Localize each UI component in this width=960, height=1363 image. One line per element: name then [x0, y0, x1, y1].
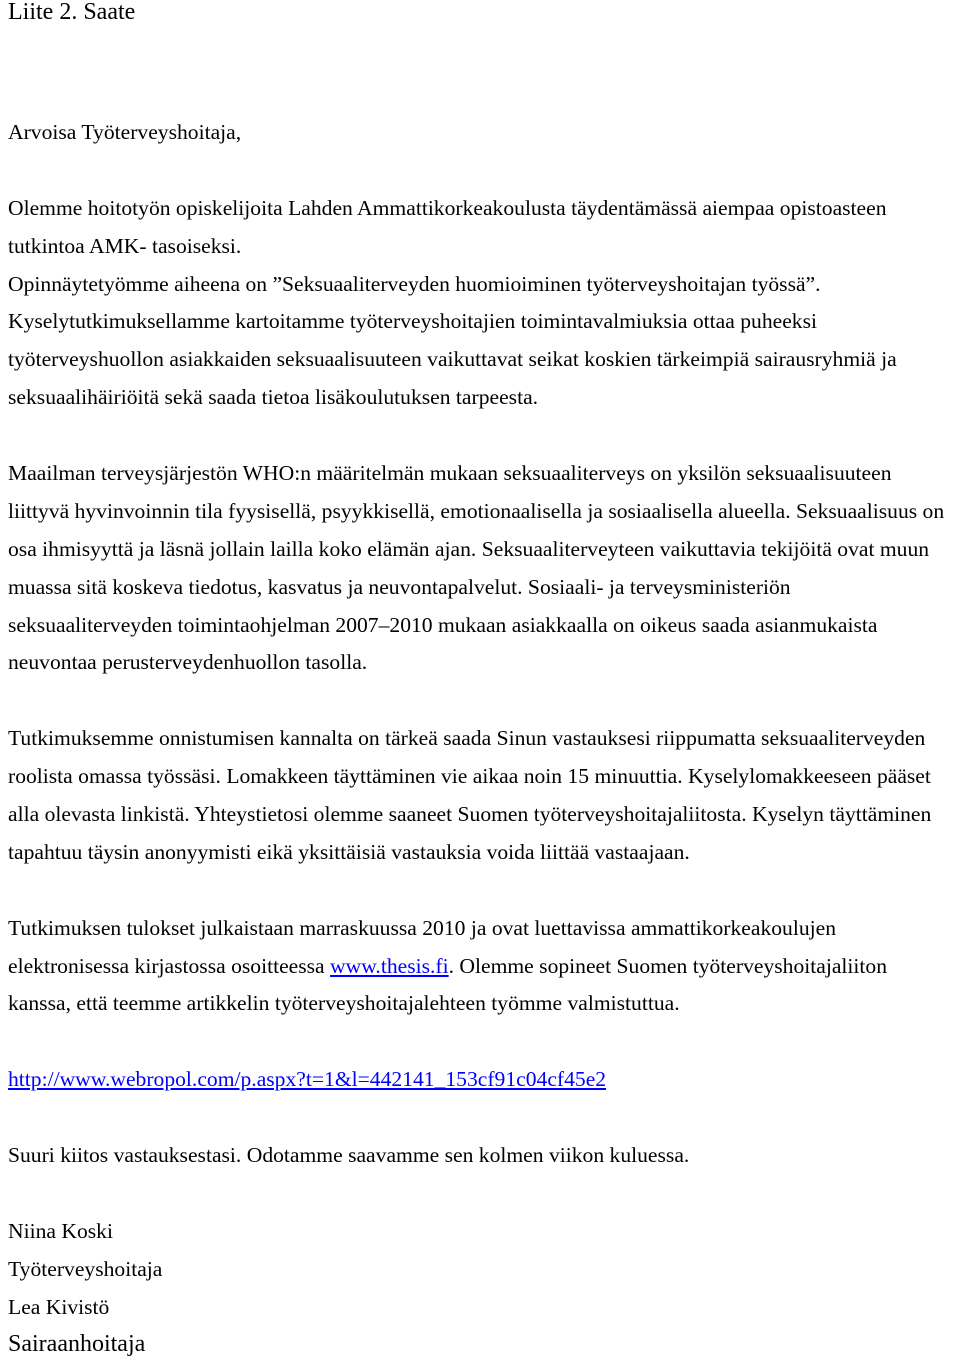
request-paragraph [8, 720, 958, 872]
intro-line: työterveyshuollon asiakkaiden seksuaalisuuteen vaikuttavat seikat koskien tärkeimpiä sairausryhmiä ja [8, 347, 897, 372]
thesis-link[interactable]: www.thesis.fi [330, 953, 449, 978]
survey-link[interactable]: http://www.webropol.com/p.aspx?t=1&l=442141_153cf91c04cf45e2 [8, 1067, 607, 1092]
survey-link-paragraph [8, 1061, 958, 1099]
results-line: kanssa, että teemme artikkelin työterveyshoitajalehteen työmme valmistuttua. [8, 991, 680, 1016]
survey-link-line [8, 1061, 958, 1099]
signature-block [8, 1213, 958, 1362]
request-line: tapahtuu täysin anonyymisti eikä yksittäisiä vastauksia voida liittää vastaajaan. [8, 839, 690, 864]
definition-line: osa ihmisyyttä ja läsnä jollain lailla koko elämän ajan. Seksuaaliterveyteen vaikuttavia tekijöitä ovat muun [8, 536, 930, 561]
signer-name: Lea Kivistö [8, 1294, 110, 1319]
intro-line: seksuaalihäiriöitä sekä saada tietoa lisäkoulutuksen tarpeesta. [8, 385, 539, 410]
definition-line: Maailman terveysjärjestön WHO:n määritelmän mukaan seksuaaliterveys on yksilön seksuaalisuuteen [8, 461, 892, 486]
greeting [8, 114, 958, 152]
intro-line: Olemme hoitotyön opiskelijoita Lahden Ammattikorkeakoulusta täydentämässä aiempaa opistoasteen [8, 195, 887, 220]
signer-name: Niina Koski [8, 1218, 113, 1243]
request-line: roolista omassa työssäsi. Lomakkeen täyttäminen vie aikaa noin 15 minuuttia. Kyselylomakkeeseen pääset [8, 764, 931, 789]
request-line: alla olevasta linkistä. Yhteystietosi olemme saaneet Suomen työterveyshoitajaliitosta. Kyselyn täyttäminen [8, 802, 932, 827]
results-text-before-link: elektronisessa kirjastossa osoitteessa [8, 953, 331, 978]
thanks-paragraph [8, 1137, 958, 1175]
greeting-line: Arvoisa Työterveyshoitaja, [8, 120, 242, 144]
thanks-line: Suuri kiitos vastauksestasi. Odotamme saavamme sen kolmen viikon kuluessa. [8, 1143, 690, 1168]
letter-body [8, 114, 958, 1362]
definition-line: liittyvä hyvinvoinnin tila fyysisellä, psyykkisellä, emotionaalisella ja sosiaalisella alueella. Seksuaalisuus on [8, 498, 945, 523]
intro-paragraph [8, 190, 958, 417]
definition-line: neuvontaa perusterveydenhuollon tasolla. [8, 650, 368, 675]
definition-paragraph [8, 455, 958, 682]
intro-line: tutkintoa AMK- tasoiseksi. [8, 233, 242, 258]
results-line-with-link [8, 948, 958, 986]
request-line: Tutkimuksemme onnistumisen kannalta on tärkeä saada Sinun vastauksesi riippumatta seksuaaliterveyden [8, 726, 926, 751]
signer-title: Sairaanhoitaja [8, 1330, 146, 1357]
document-title: Liite 2. Saate [8, 0, 136, 25]
results-line: Tutkimuksen tulokset julkaistaan marraskuussa 2010 ja ovat luettavissa ammattikorkeakoulujen [8, 915, 837, 940]
definition-line: muassa sitä koskeva tiedotus, kasvatus ja neuvontapalvelut. Sosiaali- ja terveysministeriön [8, 574, 791, 599]
signer-title: Työterveyshoitaja [8, 1256, 163, 1281]
intro-line: Kyselytutkimuksellamme kartoitamme työterveyshoitajien toimintavalmiuksia ottaa puheeksi [8, 309, 817, 334]
definition-line: seksuaaliterveyden toimintaohjelman 2007–2010 mukaan asiakkaalla on oikeus saada asianmukaista [8, 612, 878, 637]
results-text-after-link: . Olemme sopineet Suomen työterveyshoitajaliiton [448, 953, 888, 978]
intro-line: Opinnäytetyömme aiheena on ”Seksuaaliterveyden huomioiminen työterveyshoitajan työssä”. [8, 271, 821, 296]
results-paragraph [8, 910, 958, 1024]
